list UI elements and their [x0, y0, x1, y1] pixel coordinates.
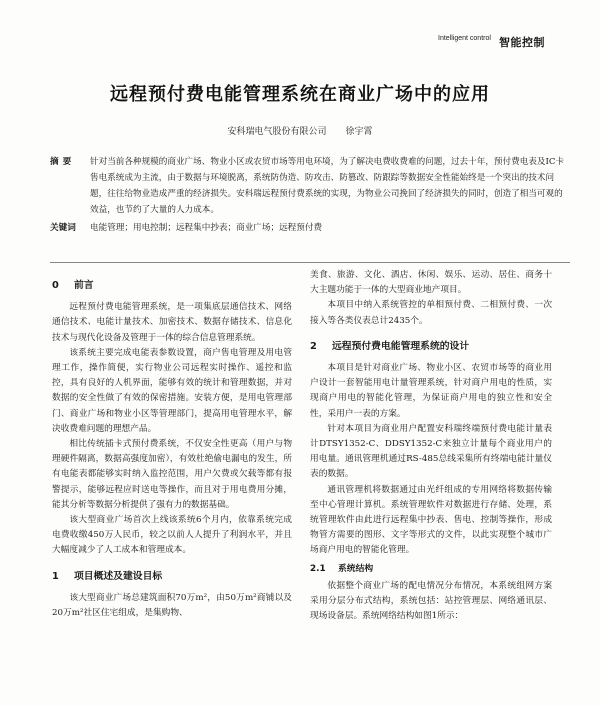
header-label: Intelligent control — [438, 35, 491, 42]
section-heading-0 — [52, 278, 292, 293]
journal-logo: 智能控制 — [499, 37, 545, 49]
abstract-label: 摘要 — [50, 157, 76, 167]
left-column — [52, 268, 292, 621]
section-title: 远程预付费电能管理系统的设计 — [332, 340, 470, 352]
paragraph: 该系统主要完成电能表参数设置，商户售电管理及用电管理工作，操作简便，实行物业公司远程实时操作、遥控和监控，具有良好的人机界面，能够有效的统计和管理数据，并对数据的安全性做了有效的保密措施。安装方便，是用电管理部门、商业广场和物业小区等管理部门，提高用电管理水平，解决收费难问题的理想产品。 — [52, 347, 292, 434]
running-header — [0, 34, 600, 50]
keywords-text: 电能管理；用电控制；远程集中抄表；商业广场；远程预付费 — [90, 223, 323, 233]
paragraph: 相比传统插卡式预付费系统，不仅安全性更高（用户与物理硬件隔离，数据高强度加密），有效杜绝偷电漏电的发生，所有电能表都能够实时纳入监控范围，用户欠费或欠载等都有报警提示，能够远程应时送电等操作，而且对于用电费用分摊，能其分析等数据分析提供了强有力的数据基础。 — [52, 439, 292, 510]
subsection-title: 系统结构 — [338, 563, 374, 574]
section-title: 项目概述及建设目标 — [74, 570, 163, 582]
section-number: 0 — [52, 280, 59, 291]
abstract-block — [50, 154, 570, 236]
keywords — [50, 220, 570, 236]
paragraph: 该大型商业广场首次上线该系统6个月内，依靠系统完成电费收缴450万人民币，较之以前人人提升了利润水平，并且大幅度减少了人工成本和管理成本。 — [52, 515, 292, 556]
paragraph: 针对本项目为商业用户配置安科瑞终端预付费电能计量表计DTSY1352-C、DDSY1352-C来独立计量每个商业用户的用电量。通讯管理机通过RS-485总线采集所有终端电能计量仪表的数据。 — [310, 423, 552, 480]
subsection-number: 2.1 — [310, 563, 326, 574]
subsection-heading-2-1 — [310, 562, 552, 577]
section-number: 1 — [52, 570, 59, 582]
author-line — [0, 124, 600, 137]
paragraph: 本项目中纳入系统管控的单相预付费、二相预付费、一次接入等各类仪表总计2435个。 — [310, 300, 552, 326]
right-column — [310, 268, 552, 624]
paragraph: 美食、旅游、文化、酒店、休闲、娱乐、运动、居住、商务十大主题功能于一体的大型商业地产项目。 — [310, 270, 552, 296]
author-affiliation: 安科瑞电气股份有限公司 — [227, 127, 327, 137]
article-title: 远程预付费电能管理系统在商业广场中的应用 — [110, 84, 490, 105]
paragraph: 依据整个商业广场的配电情况分布情况，本系统组网方案采用分层分布式结构，系统包括：站控管理层、网络通讯层、现场设备层。系统网络结构如图1所示： — [310, 580, 552, 622]
paragraph: 通讯管理机将数据通过由光纤组成的专用网络将数据传输至中心管理计算机。系统管理软件对数据进行存储、处理，系统管理软件由此进行远程集中抄表、售电、控制等操作，形成物管方需要的图形、文字等形式的文件，以此实现整个城市广场商户用电的智能化管理。 — [310, 484, 552, 556]
paragraph: 远程预付费电能管理系统，是一项集底层通信技术、网络通信技术、电能计量技术、加密技术、数据存储技术、信息化技术与现代化设备及管理于一体的综合信息管理系统。 — [52, 302, 292, 343]
section-heading-2 — [310, 339, 552, 354]
abstract-text: 针对当前各种规模的商业广场、物业小区或农贸市场等用电环境，为了解决电费收费难的问题，过去十年，预付费电表及IC卡售电系统成为主流，由于数据与环境脱离，系统防伪造、防攻击、防篡改、防跟踪等数据安全性能始终是一个突出的技术问题，往往给物业造成严重的经济损失。安科瑞远程预付费系统的实现，为物业公司挽回了经济损失的同时，创造了相当可观的效益，也节约了大量的人力成本。 — [90, 157, 565, 215]
paragraph: 该大型商业广场总建筑面积70万m²，由50万m²商铺以及20万m²社区住宅组成，是集购物、 — [52, 592, 292, 619]
author-name: 徐宇霄 — [345, 127, 373, 137]
section-heading-1 — [52, 569, 292, 584]
divider — [50, 262, 570, 263]
abstract — [50, 154, 570, 218]
keywords-label: 关键词 — [50, 223, 76, 233]
paragraph: 本项目是针对商业广场、物业小区、农贸市场等的商业用户设计一套智能用电计量管理系统，针对商户用电的性质，实现商户用电的智能化管理，为保证商户用电的独立性和安全性，采用户一表的方案。 — [310, 363, 552, 419]
section-number: 2 — [310, 340, 317, 352]
section-title: 前言 — [74, 280, 94, 291]
